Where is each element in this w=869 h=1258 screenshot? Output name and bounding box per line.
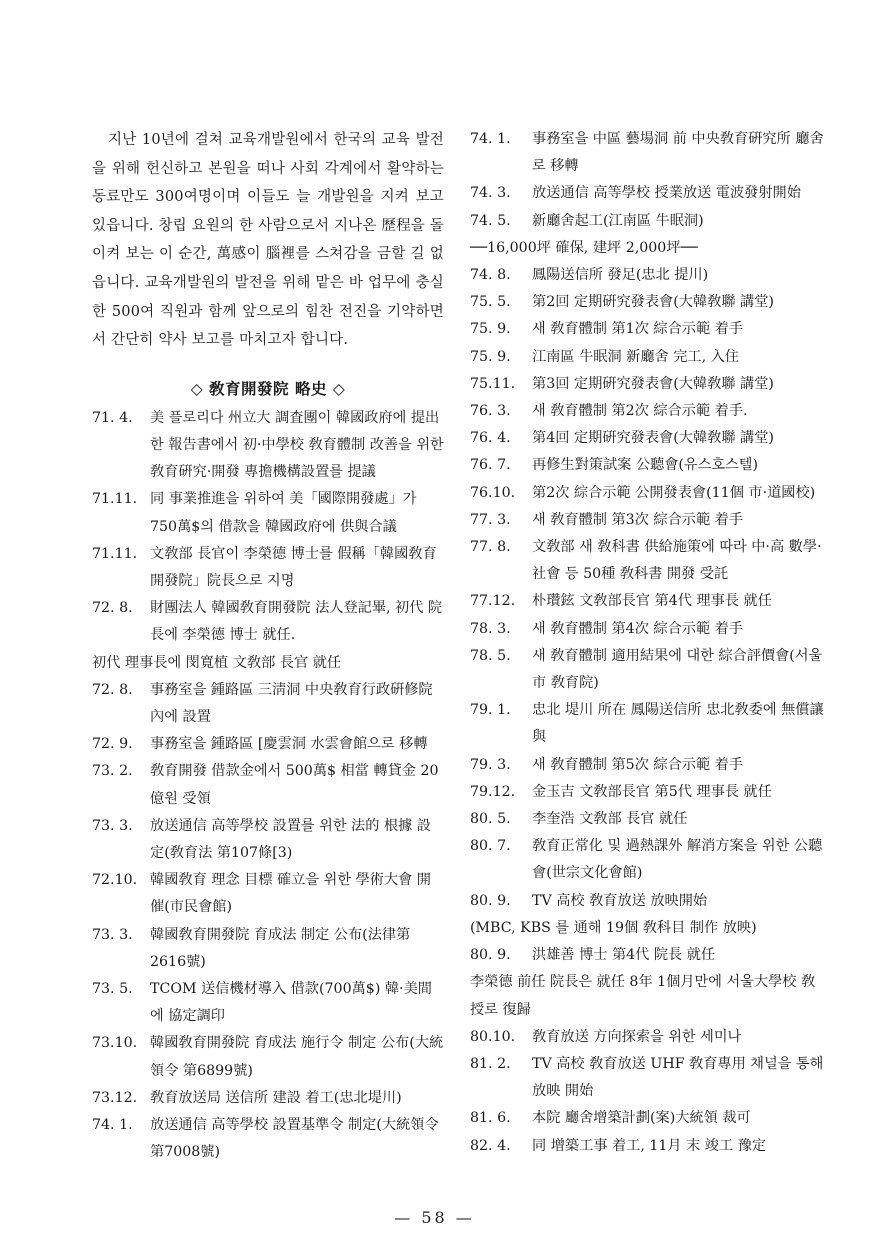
history-entry — [470, 344, 828, 371]
entry-body — [150, 486, 444, 540]
entry-text: 새 敎育體制 第1次 綜合示範 着手 — [532, 321, 744, 338]
entry-date: 73. 3. — [92, 926, 133, 943]
entry-date: 77.12. — [470, 593, 516, 610]
entry-date: 72. 8. — [92, 681, 133, 698]
history-entry — [470, 371, 828, 398]
entry-date: 72. 9. — [92, 736, 133, 753]
entry-text: 새 敎育體制 第2次 綜合示範 着手. — [532, 403, 748, 420]
history-entry — [470, 942, 828, 1024]
history-entry — [92, 758, 444, 812]
entry-date: 81. 6. — [470, 1110, 511, 1127]
history-entry — [92, 922, 444, 976]
entry-body — [532, 643, 828, 697]
history-entry — [470, 126, 828, 180]
entry-text: 새 敎育體制 第3次 綜合示範 着手 — [532, 511, 744, 528]
entry-date: 73. 5. — [92, 981, 133, 998]
entry-body — [150, 541, 444, 595]
entry-text: 洪雄善 博士 第4代 院長 就任 — [532, 947, 716, 964]
entry-text: 韓國敎育 理念 目標 確立을 위한 學術大會 開催(市民會館) — [150, 872, 431, 916]
entry-body — [150, 1030, 444, 1084]
entry-date: 80. 9. — [470, 947, 511, 964]
entry-date: 79. 3. — [470, 756, 511, 773]
entry-text: 第4回 定期硏究發表會(大韓敎聯 講堂) — [532, 430, 774, 447]
history-entry — [92, 731, 444, 758]
entry-body — [532, 344, 828, 371]
entry-text: TCOM 送信機材導入 借款(700萬$) 韓·美間에 協定調印 — [150, 981, 432, 1025]
history-entry — [92, 677, 444, 731]
entry-text: 放送通信 高等學校 設置를 위한 法的 根據 設定(敎育法 第107條[3) — [150, 817, 431, 861]
entry-body — [532, 371, 828, 398]
history-entry — [470, 398, 828, 425]
entry-body — [150, 731, 444, 758]
entry-date: 80. 7. — [470, 838, 511, 855]
entry-subtext: 初代 理事長에 閔寬植 文敎部 長官 就任 — [92, 654, 342, 671]
entry-body — [532, 779, 828, 806]
entry-body — [532, 289, 828, 316]
entry-date: 80. 9. — [470, 892, 511, 909]
history-entry — [470, 289, 828, 316]
entry-date: 81. 2. — [470, 1055, 511, 1072]
history-entry — [470, 1051, 828, 1105]
history-entry — [92, 405, 444, 487]
entry-date: 74. 3. — [470, 185, 511, 202]
entry-text: TV 高校 敎育放送 放映開始 — [532, 892, 708, 909]
entry-date: 71.11. — [92, 545, 138, 562]
history-entry — [92, 1112, 444, 1166]
entry-text: 放送通信 高等學校 授業放送 電波發射開始 — [532, 185, 801, 202]
entry-text: 事務室을 中區 藝場洞 前 中央敎育硏究所 廳舍로 移轉 — [532, 131, 824, 175]
history-entry — [470, 534, 828, 588]
entry-text: 敎育放送局 送信所 建設 着工(忠北堤川) — [150, 1089, 402, 1106]
entry-text: 同 增築工事 着工, 11月 末 竣工 豫定 — [532, 1137, 767, 1154]
history-entry — [470, 833, 828, 887]
history-entry — [470, 616, 828, 643]
history-entry — [470, 779, 828, 806]
entry-date: 71.11. — [92, 491, 138, 508]
entry-text: 忠北 堤川 所在 鳳陽送信所 忠北敎委에 無償讓與 — [532, 702, 824, 746]
history-entry — [92, 813, 444, 867]
history-entry — [470, 1024, 828, 1051]
history-entry — [470, 643, 828, 697]
entry-date: 74. 1. — [92, 1117, 133, 1134]
entry-date: 77. 3. — [470, 511, 511, 528]
history-entry — [470, 425, 828, 452]
entry-text: 새 敎育體制 適用結果에 대한 綜合評價會(서울市 敎育院) — [532, 647, 823, 692]
entry-body — [150, 922, 444, 976]
entry-text: 同 事業推進을 위하여 美「國際開發處」가 750萬$의 借款을 韓國政府에 供與合議 — [150, 491, 417, 535]
entry-body — [532, 1051, 828, 1105]
entry-body — [150, 405, 444, 487]
entry-text: TV 高校 敎育放送 UHF 敎育專用 채널을 통해 放映 開始 — [532, 1055, 824, 1100]
history-entry — [470, 806, 828, 833]
history-entry — [470, 697, 828, 751]
section-title: ◇ 敎育開發院 略史 ◇ — [190, 378, 346, 398]
entry-date: 73. 3. — [92, 817, 133, 834]
history-entry — [92, 976, 444, 1030]
entry-text: 事務室을 鍾路區 [慶雲洞 水雲會館으로 移轉 — [150, 736, 428, 753]
entry-text: 美 플로리다 州立大 調査團이 韓國政府에 提出한 報告書에서 初·中學校 敎育體制 改善을 위한 敎育硏究·開發 專擔機構設置를 提議 — [150, 409, 444, 481]
entry-text: 李奎浩 文敎部 長官 就任 — [532, 811, 688, 828]
entry-date: 76. 7. — [470, 457, 511, 474]
entry-body — [532, 480, 828, 507]
entry-body — [150, 1085, 444, 1112]
entry-body — [532, 507, 828, 534]
entry-date: 74. 8. — [470, 267, 511, 284]
entry-text: 本院 廳舍增築計劃(案)大統領 裁可 — [532, 1110, 751, 1127]
entry-date: 71. 4. — [92, 409, 133, 426]
entry-text: 鳳陽送信所 發足(忠北 提川) — [532, 267, 709, 284]
history-entry — [470, 208, 828, 262]
entry-date: 77. 8. — [470, 539, 511, 556]
entry-text: 韓國敎育開發院 育成法 制定 公布(法律第2616號) — [150, 926, 411, 970]
history-entry — [92, 1030, 444, 1084]
entry-text: 새 敎育體制 第4次 綜合示範 着手 — [532, 620, 744, 637]
entry-body — [532, 806, 828, 833]
entry-text: 事務室을 鍾路區 三淸洞 中央敎育行政硏修院 內에 設置 — [150, 681, 433, 725]
entry-date: 79. 1. — [470, 702, 511, 719]
entry-text: 江南區 牛眠洞 新廳舍 完工, 入住 — [532, 348, 739, 365]
history-entry — [470, 888, 828, 942]
entry-subtext: ──16,000坪 確保, 建坪 2,000坪── — [470, 239, 698, 256]
entry-date: 75. 9. — [470, 348, 511, 365]
history-list-left — [92, 405, 444, 1167]
history-entry — [470, 452, 828, 479]
entry-date: 73. 2. — [92, 763, 133, 780]
right-column — [470, 126, 828, 1160]
entry-text: 朴瓚鉉 文敎部長官 第4代 理事長 就任 — [532, 593, 772, 610]
history-entry — [470, 180, 828, 207]
entry-text: 文敎部 長官이 李榮德 博士를 假稱「韓國敎育開發院」院長으로 지명 — [150, 545, 437, 589]
entry-text: 敎育正常化 및 過熱課外 解消方案을 위한 公聽會(世宗文化會館) — [532, 838, 823, 882]
history-entry — [92, 541, 444, 595]
entry-body — [532, 752, 828, 779]
entry-date: 76.10. — [470, 484, 516, 501]
entry-body — [532, 616, 828, 643]
entry-body — [150, 813, 444, 867]
history-entry — [470, 588, 828, 615]
entry-body — [532, 1105, 828, 1132]
entry-body — [532, 452, 828, 479]
history-entry — [92, 595, 444, 677]
history-entry — [92, 1085, 444, 1112]
entry-body — [532, 126, 828, 180]
entry-text: 財團法人 韓國敎育開發院 法人登記畢, 初代 院長에 李榮德 博士 就任. — [150, 600, 443, 644]
history-entry — [470, 1133, 828, 1160]
entry-date: 75. 5. — [470, 294, 511, 311]
entry-text: 韓國敎育開發院 育成法 施行令 制定 公布(大統領令 第6899號) — [150, 1035, 444, 1079]
entry-date: 73.12. — [92, 1089, 138, 1106]
intro-paragraph: 지난 10년에 걸쳐 교육개발원에서 한국의 교육 발전을 위해 헌신하고 본원을 떠나 사회 각계에서 활약하는 동료만도 300여명이며 이들도 늘 개발원을 지켜 보고 있읍니다. 창립 요원의 한 사람으로서 지나온 歷程을 돌이켜 보는 이 순간, 萬感이 腦裡를 스쳐감을 금할 길 없읍니다. 교육개발원의 발전을 위해 맡은 바 업무에 충실한 500여 직원과 함께 앞으로의 힘찬 전진을 기약하면서 간단히 약사 보고를 마치고자 합니다. — [92, 132, 445, 349]
entry-text: 第3回 定期硏究發表會(大韓敎聯 講堂) — [532, 375, 774, 392]
entry-body — [532, 316, 828, 343]
entry-body — [532, 1133, 828, 1160]
entry-text: 새 敎育體制 第5次 綜合示範 着手 — [532, 756, 744, 773]
history-entry — [470, 507, 828, 534]
entry-text: 金玉吉 文敎部長官 第5代 理事長 就任 — [532, 783, 772, 800]
entry-text: 敎育放送 方向探索을 위한 세미나 — [532, 1028, 742, 1045]
history-list-right — [470, 126, 828, 1160]
entry-date: 82. 4. — [470, 1137, 511, 1154]
entry-text: 第2次 綜合示範 公開發表會(11個 市·道國校) — [532, 484, 816, 501]
entry-body — [150, 677, 444, 731]
entry-body — [532, 262, 828, 289]
history-entry — [470, 262, 828, 289]
left-column — [92, 126, 444, 1166]
entry-body — [150, 867, 444, 921]
entry-body — [532, 833, 828, 887]
entry-body — [532, 534, 828, 588]
entry-body — [532, 697, 828, 751]
entry-text: 文敎部 새 敎科書 供給施策에 따라 中·高 數學·社會 등 50種 敎科書 開發 受託 — [532, 539, 822, 583]
history-entry — [470, 480, 828, 507]
history-entry — [470, 752, 828, 779]
entry-body — [532, 1024, 828, 1051]
entry-text: 再修生對策試案 公聽會(유스호스텔) — [532, 457, 758, 474]
entry-date: 76. 4. — [470, 430, 511, 447]
entry-date: 72.10. — [92, 872, 138, 889]
entry-date: 80. 5. — [470, 811, 511, 828]
entry-text: 放送通信 高等學校 設置基準令 制定(大統領令 第7008號) — [150, 1117, 439, 1161]
entry-subtext: (MBC, KBS 를 通해 19個 敎科目 制作 放映) — [470, 919, 757, 936]
entry-date: 75. 9. — [470, 321, 511, 338]
entry-body — [150, 976, 444, 1030]
page-number: — 58 — — [394, 1208, 475, 1227]
entry-date: 73.10. — [92, 1035, 138, 1052]
entry-body — [150, 1112, 444, 1166]
entry-body — [532, 588, 828, 615]
entry-body — [532, 180, 828, 207]
entry-date: 72. 8. — [92, 600, 133, 617]
entry-subtext: 李榮德 前任 院長은 就任 8年 1個月만에 서울大學校 敎授로 復歸 — [470, 974, 816, 1018]
history-entry — [470, 316, 828, 343]
entry-text: 第2回 定期硏究發表會(大韓敎聯 講堂) — [532, 294, 774, 311]
entry-date: 79.12. — [470, 783, 516, 800]
entry-date: 80.10. — [470, 1028, 516, 1045]
entry-text: 敎育開發 借款金에서 500萬$ 相當 轉貸金 20億원 受領 — [150, 763, 439, 807]
history-entry — [470, 1105, 828, 1132]
entry-date: 74. 1. — [470, 131, 511, 147]
entry-body — [532, 425, 828, 452]
entry-date: 78. 3. — [470, 620, 511, 637]
entry-date: 78. 5. — [470, 647, 511, 664]
entry-body — [150, 758, 444, 812]
entry-body — [532, 398, 828, 425]
entry-date: 74. 5. — [470, 212, 511, 229]
entry-date: 76. 3. — [470, 403, 511, 420]
history-entry — [92, 867, 444, 921]
history-entry — [92, 486, 444, 540]
entry-text: 新廳舍起工(江南區 牛眠洞) — [532, 212, 704, 229]
entry-date: 75.11. — [470, 375, 516, 392]
